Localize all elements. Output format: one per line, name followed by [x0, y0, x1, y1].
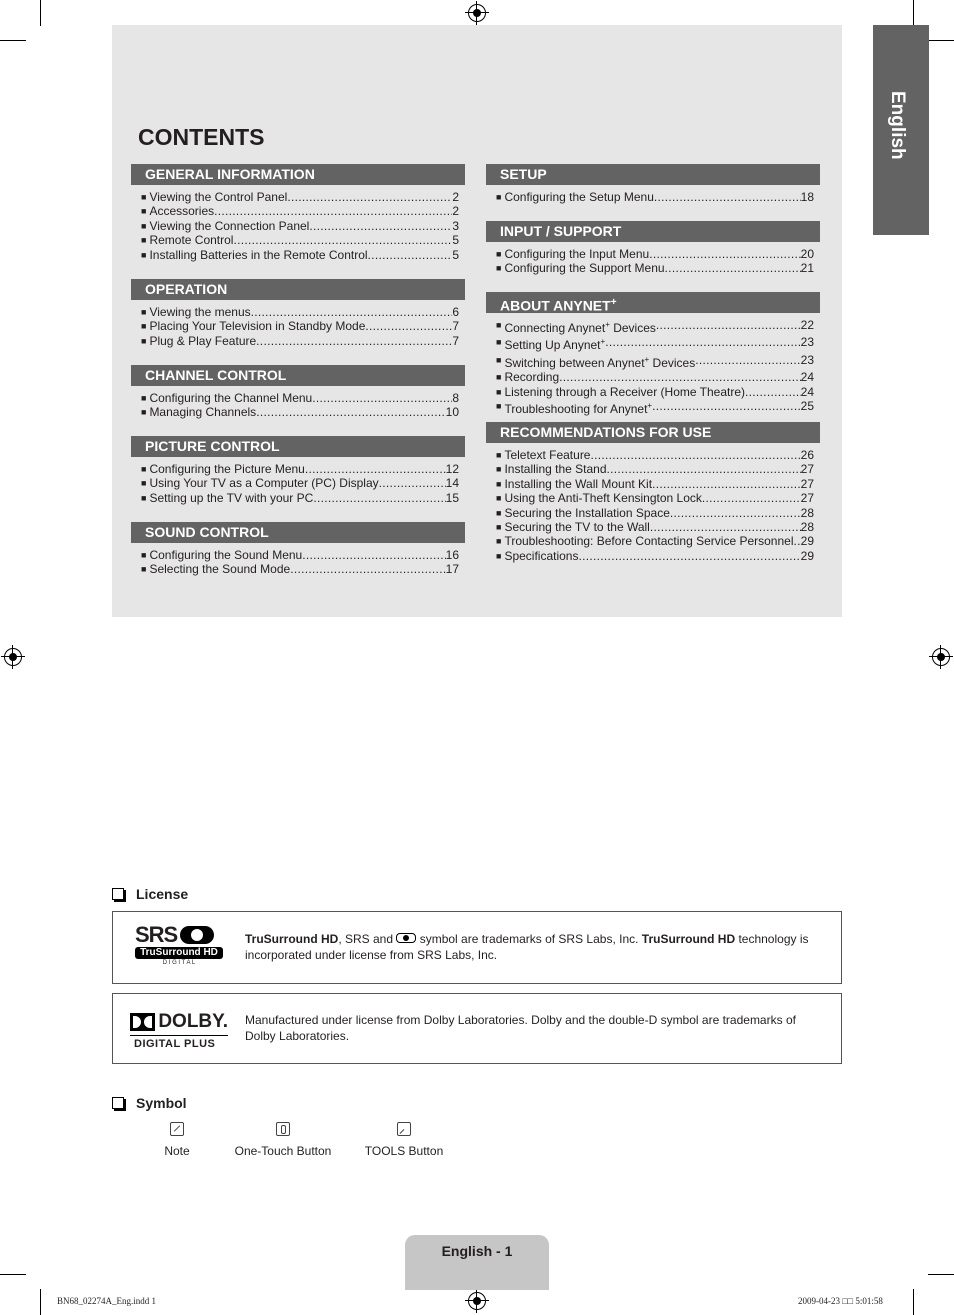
- entry-page-number: 17: [445, 562, 459, 577]
- entry-page-number: 5: [452, 247, 459, 262]
- entry-page-number: 3: [452, 218, 459, 233]
- registration-mark-icon: [932, 648, 950, 666]
- square-bullet-icon: ■: [141, 550, 147, 560]
- square-bullet-icon: ■: [496, 478, 502, 489]
- contents-list: [131, 548, 465, 577]
- square-bullet-icon: ■: [496, 192, 502, 202]
- contents-list: [486, 448, 820, 563]
- entry-label: Configuring the Setup Menu: [504, 190, 654, 204]
- contents-entry[interactable]: [496, 534, 814, 548]
- entry-label: Troubleshooting: Before Contacting Service Personnel: [504, 534, 794, 549]
- section-heading-sup: +: [610, 297, 617, 308]
- entry-page-number: 23: [800, 352, 814, 367]
- contents-entry[interactable]: [141, 491, 459, 505]
- leader-dots: [365, 319, 452, 333]
- entry-page-number: 7: [452, 319, 459, 334]
- contents-entry[interactable]: [141, 248, 459, 262]
- entry-label: Managing Channels: [149, 405, 257, 420]
- entry-page-number: 24: [800, 384, 814, 399]
- square-bullet-icon: ■: [141, 492, 147, 503]
- contents-entry[interactable]: [141, 319, 459, 333]
- contents-section: [131, 365, 465, 420]
- contents-entry[interactable]: [496, 491, 814, 505]
- leader-dots: [256, 334, 452, 348]
- contents-entry[interactable]: [496, 399, 814, 416]
- section-heading: INPUT / SUPPORT: [486, 221, 820, 242]
- square-bullet-icon: ■: [141, 192, 147, 202]
- crop-mark: [913, 1289, 914, 1315]
- contents-entry[interactable]: [141, 219, 459, 233]
- leader-dots: [654, 190, 801, 204]
- contents-entry[interactable]: [496, 190, 814, 204]
- square-bullet-icon: ■: [496, 372, 502, 383]
- contents-list: [486, 318, 820, 416]
- entry-label: Switching between Anynet: [504, 355, 645, 370]
- section-heading: GENERAL INFORMATION: [131, 164, 465, 185]
- entry-page-number: 27: [800, 491, 814, 506]
- note-icon: [170, 1122, 184, 1136]
- contents-entry[interactable]: [496, 448, 814, 462]
- leader-dots: [214, 204, 452, 218]
- contents-entry[interactable]: [496, 506, 814, 520]
- leader-dots: [578, 549, 800, 563]
- square-bullet-icon: ■: [496, 401, 502, 412]
- contents-entry[interactable]: [141, 305, 459, 319]
- footer-file-info: BN68_02274A_Eng.indd 1: [57, 1296, 156, 1306]
- leader-dots: [607, 462, 801, 476]
- square-bullet-icon: ■: [496, 507, 502, 518]
- entry-page-number: 23: [800, 335, 814, 350]
- square-bullet-icon: ■: [141, 335, 147, 346]
- srs-inline-symbol-icon: [396, 933, 416, 943]
- entry-page-number: 8: [452, 391, 459, 405]
- language-tab-label: English: [887, 91, 908, 160]
- leader-dots: [702, 491, 801, 505]
- contents-entry[interactable]: [141, 190, 459, 204]
- entry-label: Troubleshooting for Anynet: [504, 402, 648, 417]
- leader-dots: [665, 261, 801, 275]
- contents-section: [131, 436, 465, 505]
- contents-section: [131, 164, 465, 262]
- square-bullet-icon: ■: [496, 464, 502, 475]
- square-bullet-icon: ■: [141, 564, 147, 575]
- square-bullet-icon: ■: [496, 354, 502, 365]
- square-bullet-icon: ■: [496, 536, 502, 547]
- contents-entry[interactable]: [141, 334, 459, 348]
- contents-list: [131, 305, 465, 348]
- leader-dots: [287, 190, 452, 204]
- entry-page-number: 29: [800, 534, 814, 549]
- contents-list: [131, 391, 465, 420]
- square-bullet-icon: ■: [141, 206, 147, 217]
- symbol-tools: TOOLS Button: [358, 1122, 450, 1158]
- contents-entry[interactable]: [141, 562, 459, 576]
- entry-label: Accessories: [149, 204, 215, 219]
- square-bullet-icon: ■: [141, 393, 147, 403]
- entry-label: Securing the TV to the Wall: [504, 520, 650, 535]
- leader-dots: [656, 318, 801, 335]
- square-bullet-icon: ■: [141, 307, 147, 317]
- leader-dots: [590, 448, 800, 462]
- entry-page-number: 2: [452, 204, 459, 219]
- section-heading: SETUP: [486, 164, 820, 185]
- srs-license-text: TruSurround HD, SRS and symbol are trademarks of SRS Labs, Inc. TruSurround HD technology is incorporated under license from SRS Labs, Inc.: [245, 932, 809, 962]
- srs-logo-text: SRS: [135, 922, 178, 947]
- entry-label-sup: +: [600, 337, 606, 347]
- crop-mark: [0, 40, 26, 41]
- entry-page-number: 27: [800, 462, 814, 477]
- entry-label: Installing Batteries in the Remote Control: [149, 247, 368, 262]
- leader-dots: [794, 534, 801, 548]
- entry-page-number: 5: [452, 233, 459, 248]
- entry-label: Remote Control: [149, 233, 234, 248]
- square-bullet-icon: ■: [496, 550, 502, 561]
- contents-entry[interactable]: [496, 353, 814, 370]
- contents-entry[interactable]: [496, 261, 814, 275]
- section-heading: SOUND CONTROL: [131, 522, 465, 543]
- contents-entry[interactable]: [141, 391, 459, 405]
- srs-logo: [135, 924, 223, 966]
- contents-entry[interactable]: [496, 385, 814, 399]
- contents-section: [131, 279, 465, 348]
- contents-section: [486, 164, 820, 204]
- contents-entry[interactable]: [496, 549, 814, 563]
- square-bullet-icon: ■: [141, 249, 147, 260]
- square-bullet-icon: ■: [141, 407, 147, 418]
- contents-entry[interactable]: [496, 370, 814, 384]
- leader-dots: [605, 335, 800, 352]
- symbol-note: Note: [156, 1122, 198, 1158]
- square-bullet-icon: ■: [496, 386, 502, 397]
- contents-entry[interactable]: [141, 405, 459, 419]
- entry-page-number: 26: [800, 448, 814, 462]
- leader-dots: [649, 247, 800, 261]
- entry-page-number: 14: [445, 476, 459, 491]
- entry-page-number: 29: [800, 548, 814, 563]
- license-heading: License: [112, 886, 188, 902]
- entry-label-sup: +: [605, 320, 610, 329]
- leader-dots: [652, 477, 801, 491]
- section-heading: PICTURE CONTROL: [131, 436, 465, 457]
- entry-page-number: 22: [800, 318, 814, 332]
- entry-label: Securing the Installation Space: [504, 505, 670, 520]
- leader-dots: [313, 491, 445, 505]
- entry-label: Configuring the Sound Menu: [149, 548, 303, 562]
- section-heading: RECOMMENDATIONS FOR USE: [486, 422, 820, 443]
- entry-page-number: 10: [445, 405, 459, 420]
- contents-section: [486, 292, 820, 416]
- leader-dots: [309, 219, 452, 233]
- entry-label: Using Your TV as a Computer (PC) Display: [149, 476, 379, 491]
- crop-mark: [0, 1274, 26, 1275]
- leader-dots: [652, 399, 801, 416]
- entry-page-number: 20: [800, 247, 814, 261]
- entry-page-number: 18: [800, 190, 814, 204]
- tools-icon: [397, 1122, 411, 1136]
- contents-entry[interactable]: [496, 318, 814, 335]
- leader-dots: [745, 385, 801, 399]
- srs-logo-digital: D I G I T A L: [162, 960, 196, 966]
- entry-page-number: 21: [800, 261, 814, 276]
- entry-label-sup: +: [644, 354, 650, 364]
- checkbox-bullet-icon: [112, 1097, 124, 1109]
- section-heading: CHANNEL CONTROL: [131, 365, 465, 386]
- dolby-logo-text: DOLBY.: [158, 1011, 228, 1032]
- contents-entry[interactable]: [141, 476, 459, 490]
- leader-dots: [650, 520, 801, 534]
- entry-page-number: 12: [445, 462, 459, 476]
- dolby-license-box: [112, 993, 842, 1064]
- square-bullet-icon: ■: [496, 320, 502, 330]
- entry-page-number: 7: [452, 333, 459, 348]
- entry-label: Plug & Play Feature: [149, 333, 257, 348]
- registration-mark-icon: [468, 1292, 486, 1310]
- leader-dots: [305, 462, 446, 476]
- srs-license-box: [112, 911, 842, 984]
- leader-dots: [256, 405, 445, 419]
- entry-label: Configuring the Input Menu: [504, 247, 650, 261]
- entry-label: Viewing the menus: [149, 305, 251, 319]
- entry-label: Viewing the Control Panel: [149, 190, 288, 204]
- square-bullet-icon: ■: [141, 321, 147, 332]
- entry-label: Setting up the TV with your PC: [149, 490, 314, 505]
- square-bullet-icon: ■: [496, 263, 502, 274]
- entry-label: Placing Your Television in Standby Mode: [149, 319, 366, 334]
- leader-dots: [695, 353, 800, 370]
- square-bullet-icon: ■: [496, 522, 502, 533]
- contents-list: [486, 190, 820, 204]
- leader-dots: [233, 233, 452, 247]
- dolby-license-text: Manufactured under license from Dolby Laboratories. Dolby and the double-D symbol are trademarks of Dolby Laboratories.: [245, 1013, 796, 1043]
- srs-symbol-icon: [180, 926, 214, 944]
- symbol-heading: Symbol: [112, 1095, 187, 1111]
- entry-page-number: 24: [800, 370, 814, 385]
- crop-mark: [40, 0, 41, 26]
- entry-label: Recording: [504, 370, 560, 385]
- square-bullet-icon: ■: [141, 235, 147, 246]
- entry-label: Configuring the Support Menu: [504, 261, 665, 276]
- contents-entry[interactable]: [141, 204, 459, 218]
- crop-mark: [928, 40, 954, 41]
- contents-entry[interactable]: [496, 477, 814, 491]
- entry-page-number: 16: [445, 548, 459, 562]
- page-number: English - 1: [441, 1243, 513, 1259]
- entry-page-number: 27: [800, 476, 814, 491]
- contents-list: [486, 247, 820, 276]
- leader-dots: [670, 506, 801, 520]
- leader-dots: [251, 305, 453, 319]
- entry-label: Connecting Anynet: [504, 321, 606, 335]
- contents-entry[interactable]: [496, 462, 814, 476]
- crop-mark: [913, 0, 914, 26]
- entry-page-number: 28: [800, 505, 814, 520]
- entry-label: Using the Anti-Theft Kensington Lock: [504, 491, 702, 506]
- checkbox-bullet-icon: [112, 888, 124, 900]
- entry-label: Setting Up Anynet: [504, 338, 601, 353]
- entry-label: Specifications: [504, 548, 579, 563]
- entry-label: Teletext Feature: [504, 448, 591, 462]
- dolby-logo-sub: DIGITAL PLUS: [130, 1035, 228, 1050]
- entry-page-number: 15: [445, 490, 459, 505]
- crop-mark: [40, 1289, 41, 1315]
- contents-entry[interactable]: [496, 520, 814, 534]
- double-d-icon: [130, 1013, 155, 1031]
- language-tab: [873, 25, 929, 235]
- section-heading: ABOUT ANYNET+: [486, 292, 820, 313]
- square-bullet-icon: ■: [141, 220, 147, 231]
- crop-mark: [928, 1274, 954, 1275]
- entry-page-number: 6: [452, 305, 459, 319]
- entry-label: Configuring the Channel Menu: [149, 391, 313, 405]
- dolby-logo: [130, 1012, 228, 1050]
- leader-dots: [312, 391, 452, 405]
- entry-label: Selecting the Sound Mode: [149, 562, 291, 577]
- square-bullet-icon: ■: [496, 337, 502, 348]
- registration-mark-icon: [4, 648, 22, 666]
- square-bullet-icon: ■: [496, 450, 502, 460]
- leader-dots: [302, 548, 445, 562]
- leader-dots: [368, 248, 453, 262]
- square-bullet-icon: ■: [141, 464, 147, 474]
- page-title: CONTENTS: [138, 124, 265, 150]
- entry-label: Installing the Stand: [504, 462, 607, 477]
- section-heading: OPERATION: [131, 279, 465, 300]
- contents-list: [131, 462, 465, 505]
- registration-mark-icon: [468, 4, 486, 22]
- contents-section: [486, 422, 820, 563]
- leader-dots: [379, 476, 446, 490]
- contents-entry[interactable]: [141, 462, 459, 476]
- contents-list: [131, 190, 465, 262]
- symbol-one-touch: One-Touch Button: [228, 1122, 338, 1158]
- entry-label-suffix: Devices: [609, 321, 656, 335]
- contents-entry[interactable]: [496, 335, 814, 352]
- contents-entry[interactable]: [141, 233, 459, 247]
- entry-label: Installing the Wall Mount Kit: [504, 476, 653, 491]
- srs-logo-sub: TruSurround HD: [135, 947, 223, 959]
- leader-dots: [290, 562, 445, 576]
- entry-label: Listening through a Receiver (Home Theatre): [504, 384, 746, 399]
- square-bullet-icon: ■: [496, 249, 502, 259]
- entry-label: Viewing the Connection Panel: [149, 218, 310, 233]
- contents-entry[interactable]: [496, 247, 814, 261]
- contents-section: [131, 522, 465, 577]
- page-number-tab: [405, 1235, 549, 1290]
- entry-page-number: 25: [800, 399, 814, 414]
- square-bullet-icon: ■: [141, 478, 147, 489]
- contents-entry[interactable]: [141, 548, 459, 562]
- entry-page-number: 2: [452, 190, 459, 204]
- leader-dots: [559, 370, 801, 384]
- entry-label-suffix: Devices: [649, 355, 696, 370]
- entry-label-sup: +: [647, 401, 653, 411]
- one-touch-icon: [276, 1122, 290, 1136]
- square-bullet-icon: ■: [496, 493, 502, 504]
- footer-timestamp: 2009-04-23 □□ 5:01:58: [798, 1296, 883, 1306]
- entry-label: Configuring the Picture Menu: [149, 462, 305, 476]
- contents-section: [486, 221, 820, 276]
- entry-page-number: 28: [800, 520, 814, 535]
